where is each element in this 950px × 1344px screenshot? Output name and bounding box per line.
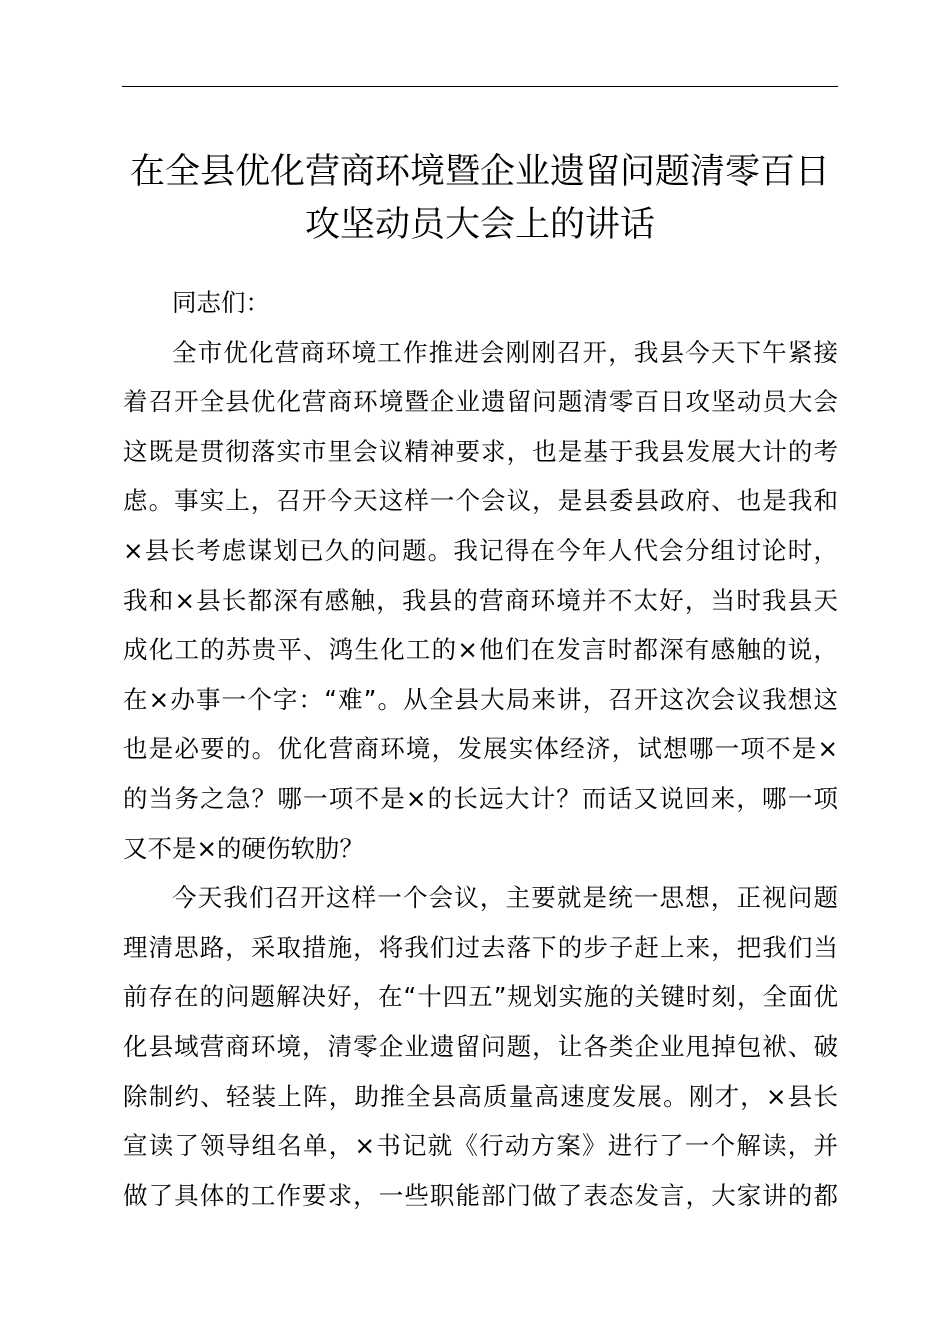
title-line-1: 在全县优化营商环境暨企业遗留问题清零百日 bbox=[129, 152, 830, 192]
paragraph-line: 宣读了领导组名单，×书记就《行动方案》进行了一个解读，并 bbox=[123, 1131, 838, 1161]
paragraph-2 bbox=[123, 873, 838, 1220]
paragraph-line: 理清思路，采取措施，将我们过去落下的步子赶上来，把我们当 bbox=[123, 932, 838, 962]
header-rule bbox=[122, 86, 838, 87]
document-title bbox=[100, 146, 860, 252]
document-body bbox=[123, 278, 838, 1220]
paragraph-line: 在×办事一个字：“难”。从全县大局来讲，召开这次会议我想这 bbox=[123, 684, 838, 714]
paragraph-line: ×县长考虑谋划已久的问题。我记得在今年人代会分组讨论时， bbox=[123, 535, 838, 565]
salutation: 同志们： bbox=[172, 288, 270, 317]
paragraph-line: 化县域营商环境，清零企业遗留问题，让各类企业甩掉包袱、破 bbox=[123, 1031, 838, 1061]
paragraph-line: 成化工的苏贵平、鸿生化工的×他们在发言时都深有感触的说， bbox=[123, 635, 838, 665]
paragraph-line: 做了具体的工作要求，一些职能部门做了表态发言，大家讲的都 bbox=[123, 1180, 838, 1210]
paragraph-line: 除制约、轻装上阵，助推全县高质量高速度发展。刚才，×县长 bbox=[123, 1081, 838, 1111]
paragraph-line: 的当务之急？哪一项不是×的长远大计？而话又说回来，哪一项 bbox=[123, 783, 838, 813]
paragraph-line: 着召开全县优化营商环境暨企业遗留问题清零百日攻坚动员大会 bbox=[123, 387, 838, 417]
paragraph-line: 前存在的问题解决好，在“十四五”规划实施的关键时刻，全面优 bbox=[123, 982, 838, 1012]
paragraph-line: 虑。事实上，召开今天这样一个会议，是县委县政府、也是我和 bbox=[123, 486, 838, 516]
paragraph-1 bbox=[123, 328, 838, 874]
paragraph-line: 也是必要的。优化营商环境，发展实体经济，试想哪一项不是× bbox=[123, 734, 838, 764]
paragraph-line: 今天我们召开这样一个会议，主要就是统一思想，正视问题 bbox=[172, 883, 838, 913]
paragraph-line: 又不是×的硬伤软肋？ bbox=[123, 833, 365, 863]
paragraph-line: 这既是贯彻落实市里会议精神要求，也是基于我县发展大计的考 bbox=[123, 436, 838, 466]
paragraph-line: 全市优化营商环境工作推进会刚刚召开，我县今天下午紧接 bbox=[172, 337, 838, 367]
paragraph-line: 我和×县长都深有感触，我县的营商环境并不太好，当时我县天 bbox=[123, 585, 838, 615]
title-line-2: 攻坚动员大会上的讲话 bbox=[304, 205, 655, 245]
